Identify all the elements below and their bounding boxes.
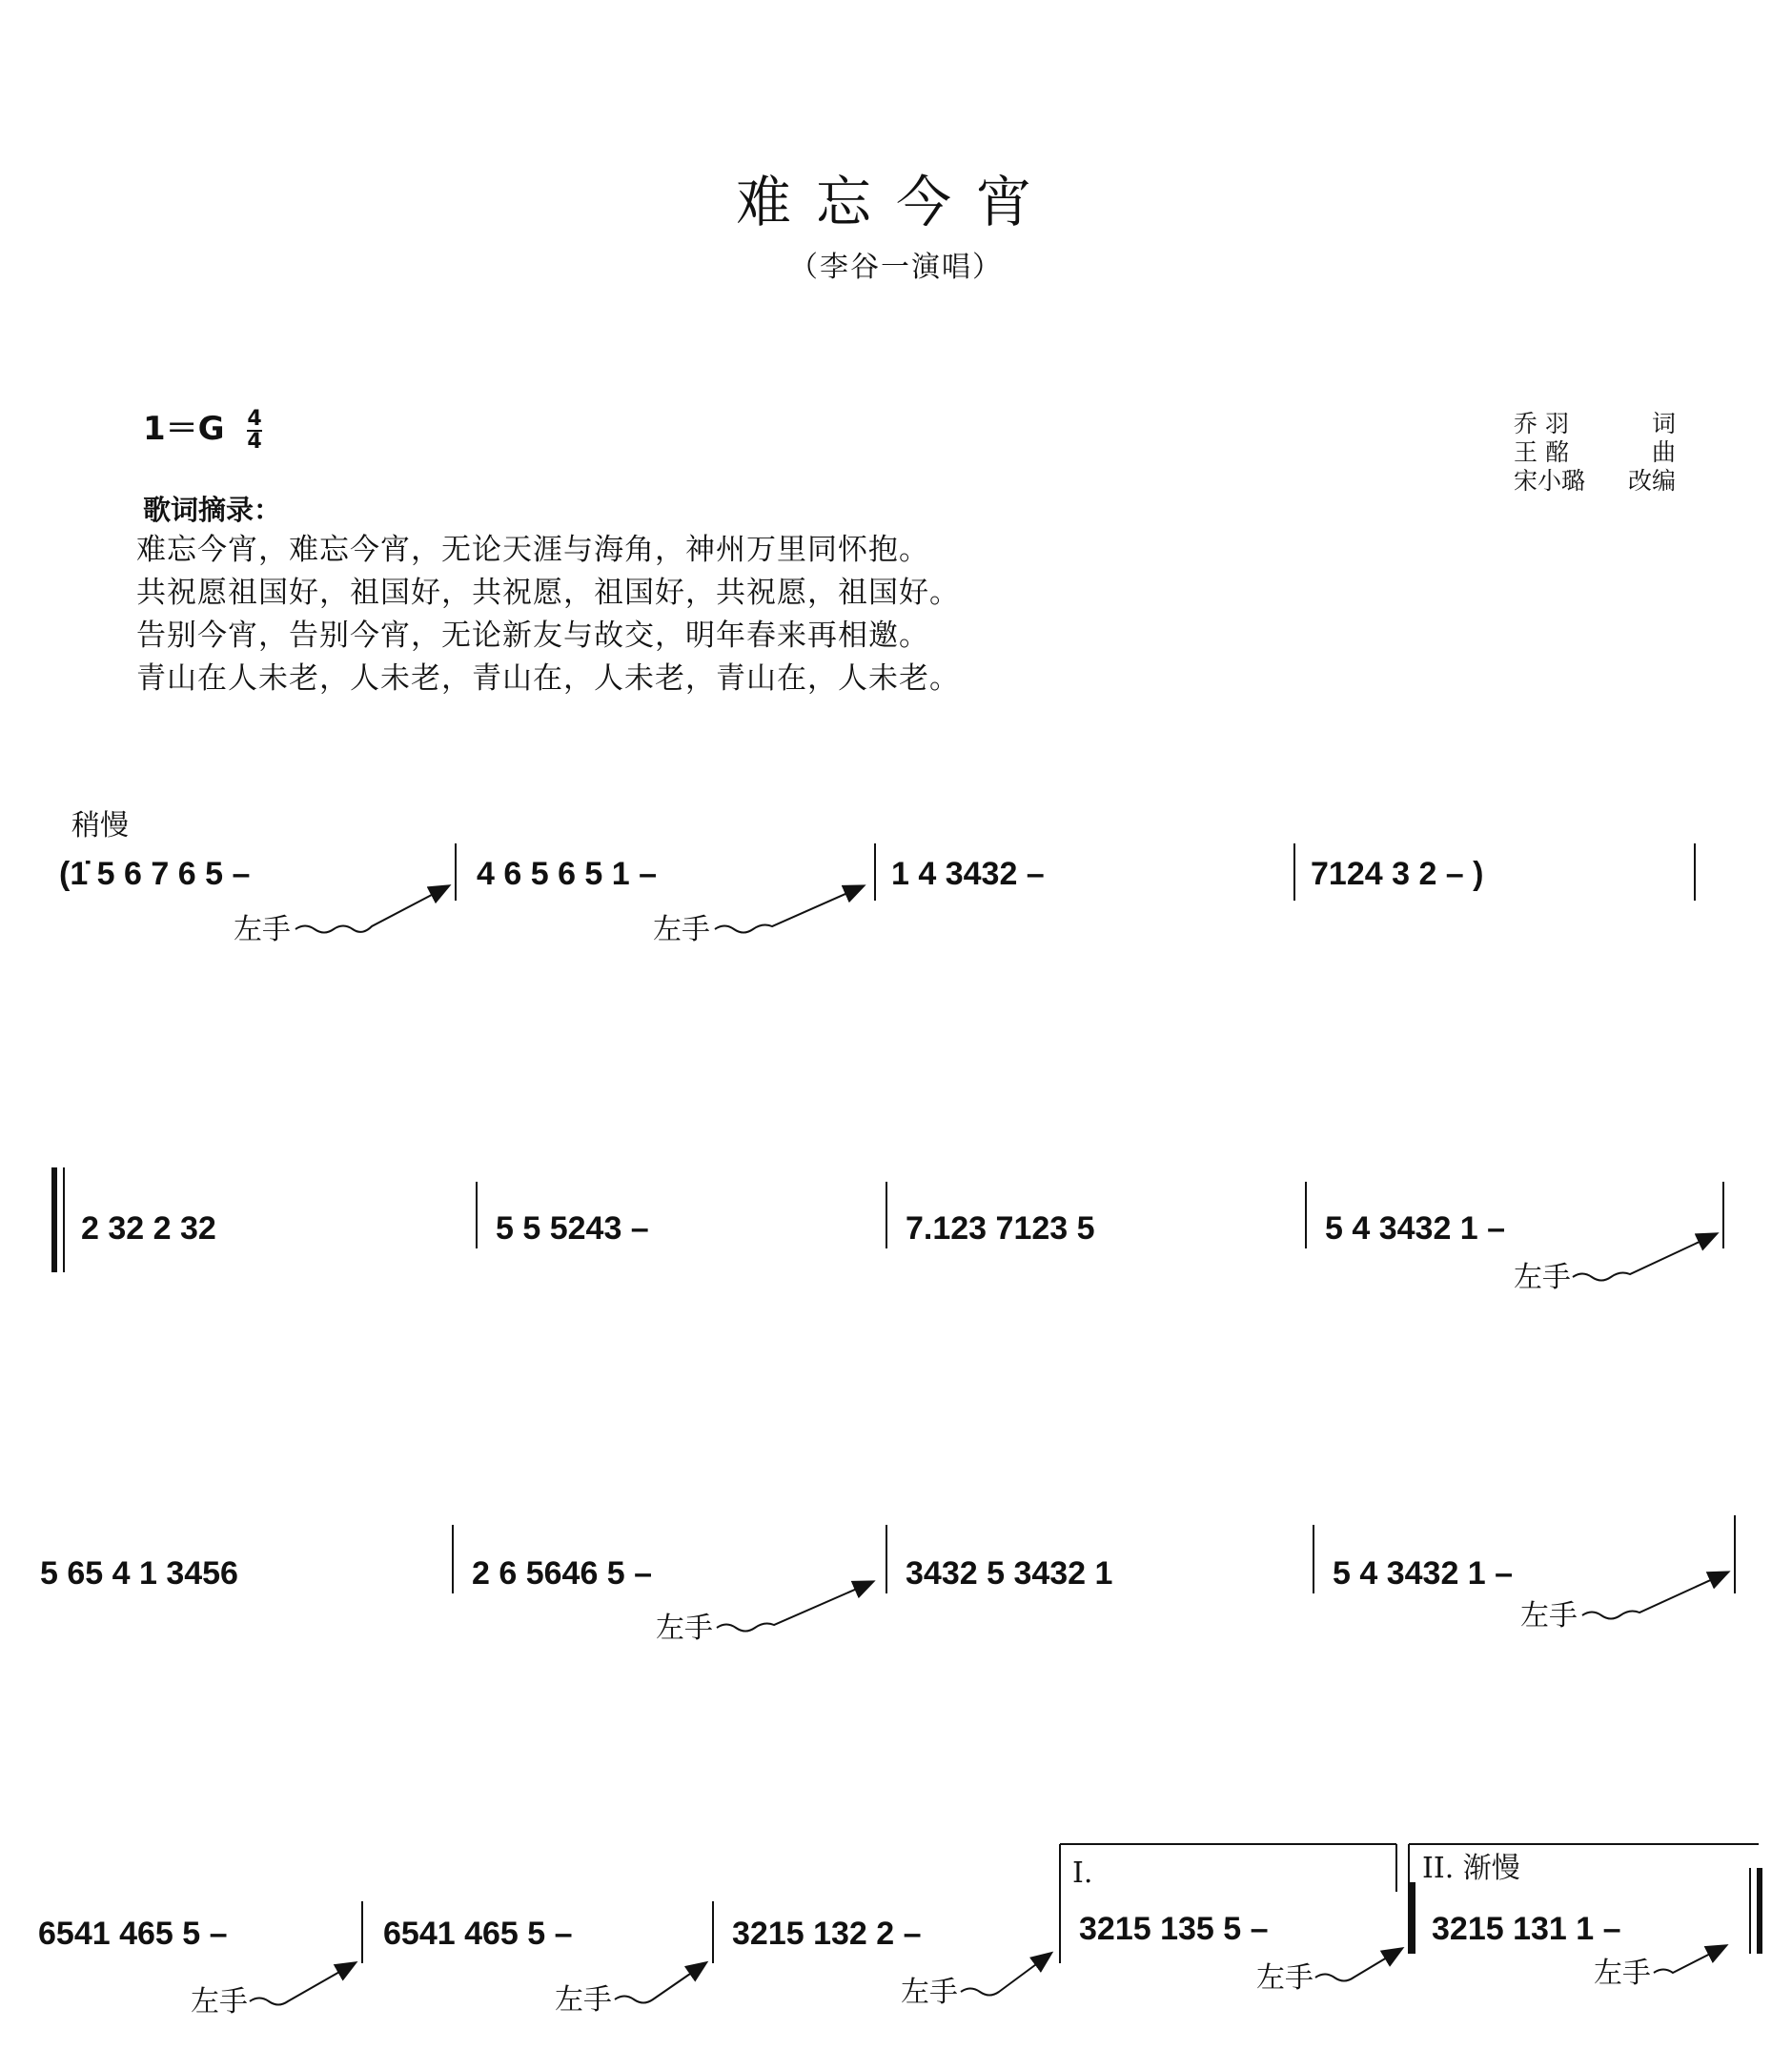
score-line-2: 2 32 2 32 [81, 1210, 216, 1247]
volta-1-label: I. [1072, 1856, 1093, 1890]
glissando-arrow [1573, 1234, 1716, 1281]
score-line-2: 5 5 5243 – [496, 1210, 649, 1247]
left-hand-label: 左手 [555, 1983, 612, 2017]
left-hand-label: 左手 [653, 913, 710, 946]
score-line-4: 6541 465 5 – [38, 1916, 228, 1952]
score-line-1: 7124 3 2 – ) [1311, 856, 1484, 892]
score-line-1: 1 4 3432 – [891, 856, 1045, 892]
score-line-1: (1̇ 5 6 7 6 5 – [59, 856, 251, 892]
credit-lyricist: 乔 羽 词 [1514, 410, 1676, 437]
credit-composer: 王 酩 曲 [1514, 438, 1676, 466]
lyrics-line: 共祝愿祖国好，祖国好，共祝愿，祖国好，共祝愿，祖国好。 [136, 576, 960, 610]
left-hand-label: 左手 [1514, 1261, 1571, 1294]
score-line-2: 7.123 7123 5 [906, 1210, 1095, 1247]
left-hand-label: 左手 [1256, 1961, 1313, 1995]
glissando-arrow [1315, 1949, 1401, 1981]
glissando-arrow [295, 886, 448, 933]
left-hand-label: 左手 [191, 1985, 248, 2019]
lyrics-line: 告别今宵，告别今宵，无论新友与故交，明年春来再相邀。 [136, 619, 929, 653]
credit-arranger: 宋小璐 改编 [1514, 467, 1676, 495]
lyrics-line: 青山在人未老，人未老，青山在，人未老，青山在，人未老。 [136, 661, 960, 696]
glissando-arrow [715, 886, 863, 933]
time-sig-denominator: 4 [247, 429, 262, 454]
lyrics-line: 难忘今宵，难忘今宵，无论天涯与海角，神州万里同怀抱。 [136, 533, 929, 567]
score-line-3: 5 4 3432 1 – [1333, 1555, 1514, 1592]
glissando-arrow [1582, 1572, 1727, 1619]
page-title: 难忘今宵 [735, 170, 1056, 234]
score-line-4: 3215 135 5 – [1079, 1911, 1269, 1947]
left-hand-label: 左手 [234, 913, 291, 946]
performer-subtitle: （李谷一演唱） [789, 251, 1003, 284]
glissando-arrow [615, 1963, 705, 2003]
tempo-marking: 稍慢 [71, 809, 129, 842]
score-line-2: 5 4 3432 1 – [1325, 1210, 1506, 1247]
score-line-4: 3215 132 2 – [732, 1916, 922, 1952]
glissando-arrow [1654, 1946, 1725, 1973]
lyrics-heading: 歌词摘录： [143, 494, 282, 526]
score-line-4: 3215 131 1 – [1432, 1911, 1621, 1947]
score-line-3: 2 6 5646 5 – [472, 1555, 653, 1592]
glissando-arrow [961, 1954, 1050, 1996]
left-hand-label: 左手 [1594, 1957, 1651, 1990]
key-text: 1＝G [143, 410, 225, 448]
score-line-3: 3432 5 3432 1 [906, 1555, 1113, 1592]
score-line-3: 5 65 4 1 3456 [40, 1555, 238, 1592]
score-line-1: 4 6 5 6 5 1 – [477, 856, 658, 892]
glissando-arrow [717, 1582, 872, 1632]
score-line-4: 6541 465 5 – [383, 1916, 573, 1952]
left-hand-label: 左手 [901, 1976, 958, 2009]
left-hand-label: 左手 [1520, 1599, 1578, 1633]
glissando-arrow [250, 1963, 355, 2005]
time-sig-numerator: 4 [247, 406, 262, 431]
left-hand-label: 左手 [656, 1612, 713, 1645]
volta-2-label: II. 渐慢 [1422, 1852, 1520, 1885]
